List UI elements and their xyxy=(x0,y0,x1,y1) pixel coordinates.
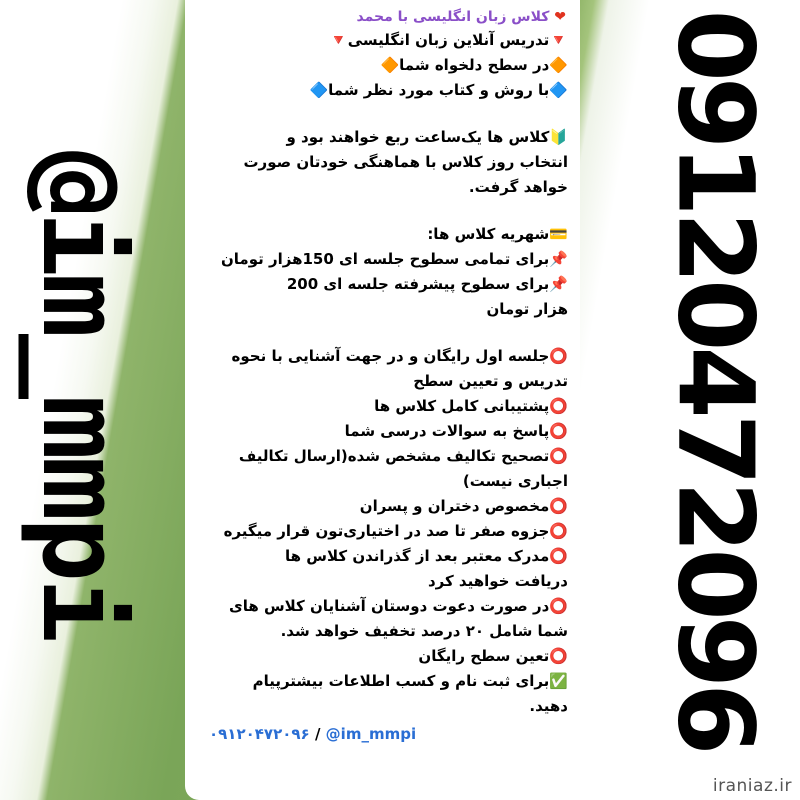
red-circle-icon: ⭕ xyxy=(549,522,568,540)
right-vertical-phone xyxy=(654,9,776,751)
credit-card-icon: 💳 xyxy=(549,225,568,243)
message-line-text: تعین سطح رایگان xyxy=(418,647,550,665)
message-line-text: با روش و کتاب مورد نظر شما xyxy=(328,81,550,99)
footer-handle-link[interactable]: @im_mmpi xyxy=(325,725,417,743)
orange-diamond-icon: 🔶 xyxy=(380,56,400,74)
phone-text: 09120472096 xyxy=(654,9,776,751)
message-line-text: برای تمامی سطوح جلسه ای 150هزار تومان xyxy=(220,250,550,268)
red-triangle-icon: 🔻 xyxy=(329,31,348,49)
paragraph-gap xyxy=(197,200,568,222)
message-line xyxy=(197,222,568,247)
message-line xyxy=(197,28,568,53)
handle-text: @im_mmpi xyxy=(18,150,144,640)
pushpin-icon: 📌 xyxy=(549,250,568,268)
red-circle-icon: ⭕ xyxy=(549,422,568,440)
message-line-text: برای ثبت نام و کسب اطلاعات بیشترپیام xyxy=(252,672,550,690)
message-line-text: پاسخ به سوالات درسی شما xyxy=(344,422,550,440)
orange-diamond-icon: 🔶 xyxy=(549,56,568,74)
message-line-text: کلاس ها یک‌ساعت ربع خواهند بود و xyxy=(286,128,550,146)
message-line xyxy=(197,53,568,78)
message-line xyxy=(197,594,568,619)
message-line-text: دریافت خواهید کرد xyxy=(427,572,568,590)
message-line-text: دهید. xyxy=(529,697,568,715)
red-heart-icon: ❤ xyxy=(554,9,566,25)
red-circle-icon: ⭕ xyxy=(549,497,568,515)
message-line xyxy=(197,369,568,394)
message-line xyxy=(197,125,568,150)
message-line-text: جلسه اول رایگان و در جهت آشنایی با نحوه xyxy=(231,347,550,365)
paragraph-gap xyxy=(197,103,568,125)
message-bubble[interactable] xyxy=(185,0,580,800)
message-line xyxy=(197,494,568,519)
blue-diamond-icon: 🔷 xyxy=(549,81,568,99)
message-line xyxy=(197,272,568,297)
message-line xyxy=(197,619,568,644)
message-line-text: تصحیح تکالیف مشخص شده(ارسال تکالیف xyxy=(238,447,550,465)
red-circle-icon: ⭕ xyxy=(549,597,568,615)
red-triangle-icon: 🔻 xyxy=(549,31,568,49)
message-line-text: مدرک معتبر بعد از گذراندن کلاس ها xyxy=(285,547,550,565)
beginner-badge-icon: 🔰 xyxy=(549,128,568,146)
message-line xyxy=(197,644,568,669)
message-line-text: در سطح دلخواه شما xyxy=(399,56,550,74)
red-circle-icon: ⭕ xyxy=(549,397,568,415)
message-line-text: تدریس و تعیین سطح xyxy=(413,372,568,390)
paragraph-gap xyxy=(197,322,568,344)
message-line xyxy=(197,419,568,444)
footer-phone[interactable]: ۰۹۱۲۰۴۷۲۰۹۶ xyxy=(209,725,310,743)
watermark: iraniaz.ir xyxy=(712,776,792,796)
message-line-text: شما شامل ۲۰ درصد تخفیف خواهد شد. xyxy=(280,622,568,640)
message-line xyxy=(197,247,568,272)
message-line xyxy=(197,669,568,694)
message-line xyxy=(197,519,568,544)
message-line xyxy=(197,444,568,469)
message-line xyxy=(197,394,568,419)
red-circle-icon: ⭕ xyxy=(549,647,568,665)
message-footer xyxy=(197,723,568,745)
message-line-text: شهریه کلاس ها: xyxy=(427,225,550,243)
message-line xyxy=(197,694,568,719)
left-vertical-handle xyxy=(5,95,155,695)
message-line-text: هزار تومان xyxy=(486,300,568,318)
message-line-text: در صورت دعوت دوستان آشنایان کلاس های xyxy=(228,597,550,615)
message-line xyxy=(197,175,568,200)
message-body xyxy=(197,28,568,719)
blue-diamond-icon: 🔷 xyxy=(309,81,329,99)
red-circle-icon: ⭕ xyxy=(549,447,568,465)
message-line-text: برای سطوح پیشرفته جلسه ای 200 xyxy=(286,275,550,293)
message-line-text: پشتیبانی کامل کلاس ها xyxy=(374,397,550,415)
message-line-text: مخصوص دختران و پسران xyxy=(359,497,550,515)
red-circle-icon: ⭕ xyxy=(549,547,568,565)
message-line xyxy=(197,344,568,369)
message-line-text: اجباری نیست) xyxy=(462,472,568,490)
pushpin-icon: 📌 xyxy=(549,275,568,293)
message-line xyxy=(197,150,568,175)
message-line-text: خواهد گرفت. xyxy=(468,178,568,196)
message-line xyxy=(197,544,568,569)
message-line-text: جزوه صفر تا صد در اختیاری‌تون قرار میگیره xyxy=(223,522,550,540)
sender-name[interactable]: ❤ کلاس زبان انگلیسی با محمد xyxy=(356,9,566,25)
check-mark-icon: ✅ xyxy=(549,672,568,690)
footer-separator: / xyxy=(314,725,321,743)
red-circle-icon: ⭕ xyxy=(549,347,568,365)
message-line xyxy=(197,469,568,494)
message-line xyxy=(197,569,568,594)
message-line-text: انتخاب روز کلاس با هماهنگی خودتان صورت xyxy=(243,153,568,171)
message-line xyxy=(197,78,568,103)
message-line xyxy=(197,297,568,322)
message-line-text: تدریس آنلاین زبان انگلیسی xyxy=(347,31,550,49)
